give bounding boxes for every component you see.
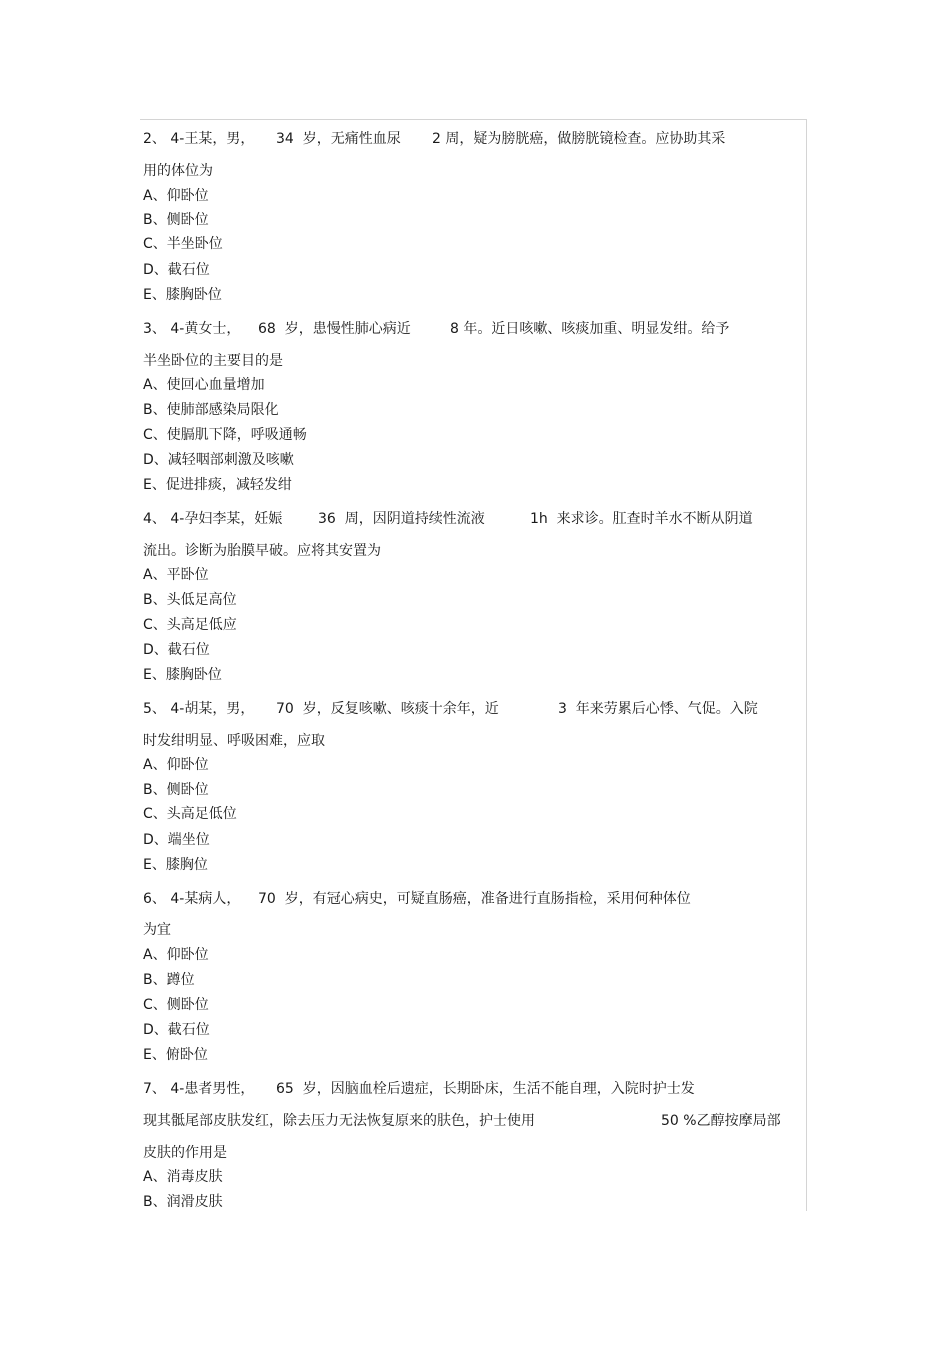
question-6-option-e: E、俯卧位 [143,1047,208,1063]
question-4-option-a: A、平卧位 [143,567,209,583]
question-5-option-a: A、仰卧位 [143,757,209,773]
question-7-alcohol-percentage: 50 %乙醇按摩局部 [661,1113,781,1129]
question-6-option-a: A、仰卧位 [143,947,209,963]
question-7-stem-line1 [143,1081,783,1097]
question-3-duration: 8 年。近日咳嗽、咳痰加重、明显发绀。给予 [450,321,730,337]
question-4-number-and-name: 4、 4-孕妇李某，妊娠 [143,511,283,527]
question-3-stem-line2: 半坐卧位的主要目的是 [143,353,283,369]
question-2-option-c: C、半坐卧位 [143,236,223,252]
question-5-option-e: E、膝胸位 [143,857,208,873]
question-5-option-c: C、头高足低位 [143,806,237,822]
question-5-option-b: B、侧卧位 [143,782,209,798]
question-7-stem-line2-text: 现其骶尾部皮肤发红，除去压力无法恢复原来的肤色，护士使用 [143,1113,535,1129]
question-3-option-e: E、促进排痰，减轻发绀 [143,477,292,493]
question-2-option-b: B、侧卧位 [143,212,209,228]
question-5-option-d: D、端坐位 [143,832,210,848]
page-border-right [806,119,807,1211]
question-2-option-a: A、仰卧位 [143,188,209,204]
question-6-age-and-history: 70 岁，有冠心病史，可疑直肠癌，准备进行直肠指检，采用何种体位 [258,891,691,907]
question-2-stem-line2: 用的体位为 [143,163,213,179]
question-7-stem-line2 [143,1113,788,1129]
question-7-option-a: A、消毒皮肤 [143,1169,223,1185]
question-7-option-b: B、润滑皮肤 [143,1194,223,1210]
question-5-stem-line1 [143,701,783,717]
question-2-duration: 2 周，疑为膀胱癌，做膀胱镜检查。应协助其采 [432,131,726,147]
question-3-option-c: C、使膈肌下降，呼吸通畅 [143,427,307,443]
question-4-option-c: C、头高足低应 [143,617,237,633]
question-2-option-e: E、膝胸卧位 [143,287,222,303]
question-3-option-d: D、减轻咽部刺激及咳嗽 [143,452,294,468]
question-5-number-and-name: 5、 4-胡某，男， [143,701,255,717]
question-2-number-and-name: 2、 4-王某，男， [143,131,255,147]
question-6-stem-line2: 为宜 [143,922,171,938]
question-6-option-d: D、截石位 [143,1022,210,1038]
question-3-number-and-name: 3、 4-黄女士， [143,321,241,337]
question-7-number-and-name: 7、 4-患者男性， [143,1081,255,1097]
question-6-stem-line1 [143,891,783,907]
question-2-stem-line1 [143,131,783,147]
question-5-duration: 3 年来劳累后心悸、气促。入院 [558,701,758,717]
question-5-age: 70 岁，反复咳嗽、咳痰十余年，近 [276,701,499,717]
question-7-stem-line3: 皮肤的作用是 [143,1145,227,1161]
question-3-stem-line1 [143,321,783,337]
question-4-option-d: D、截石位 [143,642,210,658]
question-5-stem-line2: 时发绀明显、呼吸困难，应取 [143,733,325,749]
question-3-option-a: A、使回心血量增加 [143,377,265,393]
question-4-option-b: B、头低足高位 [143,592,237,608]
question-4-stem-line1 [143,511,783,527]
question-6-number-and-name: 6、 4-某病人， [143,891,241,907]
question-6-option-b: B、蹲位 [143,972,195,988]
question-7-age-and-history: 65 岁，因脑血栓后遗症，长期卧床，生活不能自理，入院时护士发 [276,1081,695,1097]
question-3-age: 68 岁，患慢性肺心病近 [258,321,411,337]
question-3-option-b: B、使肺部感染局限化 [143,402,279,418]
question-4-duration: 1h 来求诊。肛查时羊水不断从阴道 [530,511,753,527]
page-border-top [140,119,807,120]
question-4-option-e: E、膝胸卧位 [143,667,222,683]
question-4-stem-line2: 流出。诊断为胎膜早破。应将其安置为 [143,543,381,559]
question-6-option-c: C、侧卧位 [143,997,209,1013]
question-2-option-d: D、截石位 [143,262,210,278]
question-2-age: 34 岁，无痛性血尿 [276,131,401,147]
question-4-weeks: 36 周，因阴道持续性流液 [318,511,485,527]
